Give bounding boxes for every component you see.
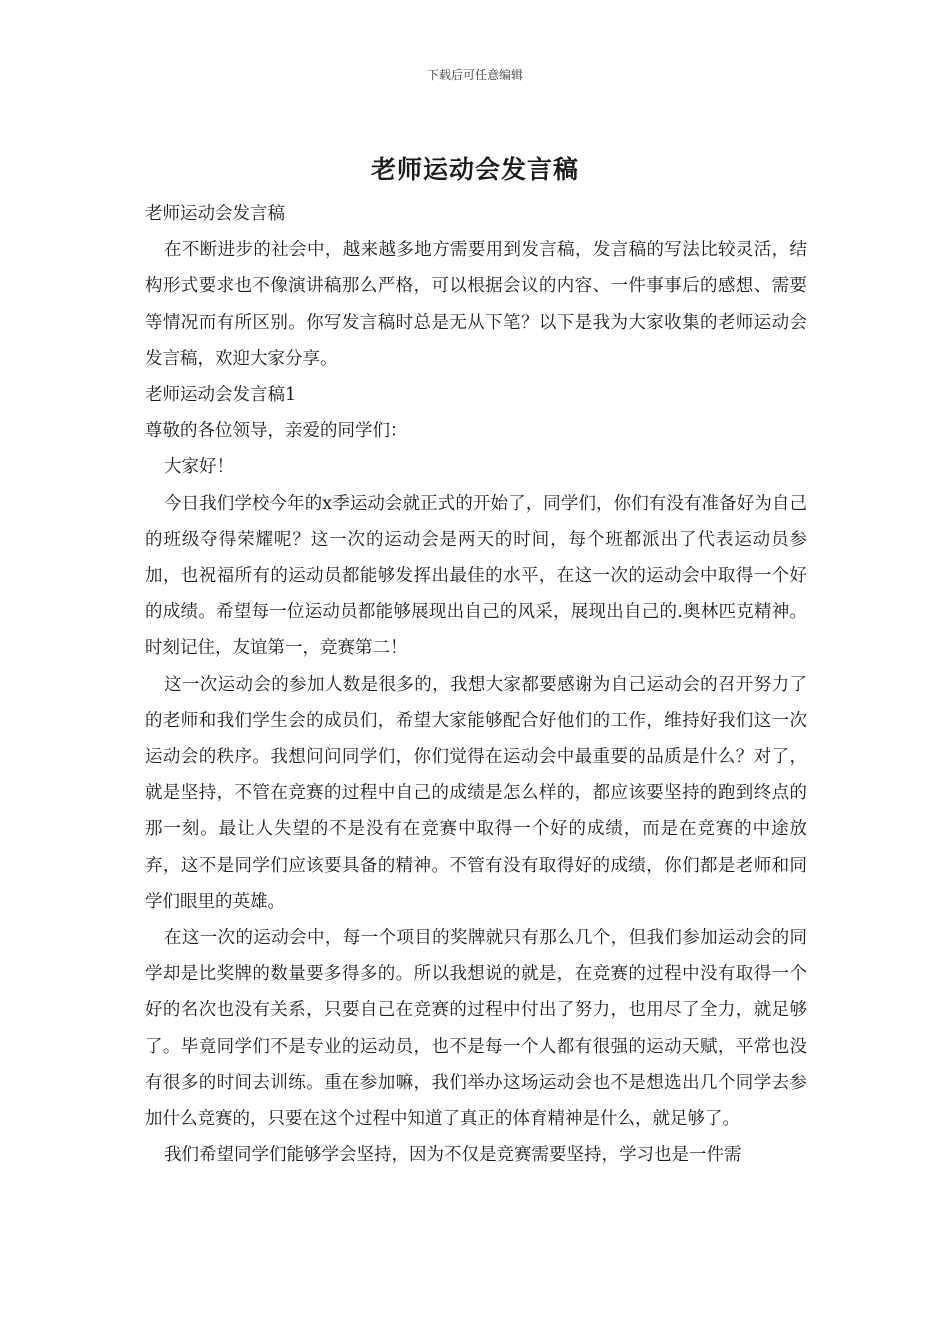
subtitle-line: 老师运动会发言稿 — [145, 204, 285, 224]
body-paragraph: 今日我们学校今年的x季运动会就正式的开始了，同学们，你们有没有准备好为自己的班级夺得荣耀呢？这一次的运动会是两天的时间，每个班都派出了代表运动员参加，也祝福所有的运动员都能够发挥出最佳的水平，在这一次的运动会中取得一个好的成绩。希望每一位运动员都能够展现出自己的风采，展现出自己的.奥林匹克精神。时刻记住，友谊第一，竞赛第二！ — [145, 493, 807, 659]
section-heading: 老师运动会发言稿1 — [145, 385, 297, 406]
salutation: 尊敬的各位领导，亲爱的同学们： — [145, 421, 408, 442]
greeting: 大家好！ — [164, 457, 234, 478]
body-paragraph: 在这一次的运动会中，每一个项目的奖牌就只有那么几个，但我们参加运动会的同学却是比奖牌的数量要多得多的。所以我想说的就是，在竞赛的过程中没有取得一个好的名次也没有关系，只要自己在竞赛的过程中付出了努力，也用尽了全力，就足够了。毕竟同学们不是专业的运动员，也不是每一个人都有很强的运动天赋，平常也没有很多的时间去训练。重在参加嘛，我们举办这场运动会也不是想选出几个同学去参加什么竞赛的，只要在这个过程中知道了真正的体育精神是什么，就足够了。 — [145, 928, 807, 1130]
body-paragraph: 我们希望同学们能够学会坚持，因为不仅是竞赛需要坚持，学习也是一件需 — [164, 1145, 742, 1166]
intro-paragraph: 在不断进步的社会中，越来越多地方需要用到发言稿，发言稿的写法比较灵活，结构形式要求也不像演讲稿那么严格，可以根据会议的内容、一件事事后的感想、需要等情况而有所区别。你写发言稿时总是无从下笔？以下是我为大家收集的老师运动会发言稿，欢迎大家分享。 — [145, 240, 807, 369]
document-body — [145, 196, 807, 1173]
document-title: 老师运动会发言稿 — [370, 155, 579, 184]
header-note: 下载后可任意编辑 — [426, 68, 523, 82]
body-paragraph: 这一次运动会的参加人数是很多的，我想大家都要感谢为自己运动会的召开努力了的老师和我们学生会的成员们，希望大家能够配合好他们的工作，维持好我们这一次运动会的秩序。我想问问同学们，你们觉得在运动会中最重要的品质是什么？对了，就是坚持，不管在竞赛的过程中自己的成绩是怎么样的，都应该要坚持的跑到终点的那一刻。最让人失望的不是没有在竞赛中取得一个好的成绩，而是在竞赛的中途放弃，这不是同学们应该要具备的精神。不管有没有取得好的成绩，你们都是老师和同学们眼里的英雄。 — [145, 674, 807, 912]
